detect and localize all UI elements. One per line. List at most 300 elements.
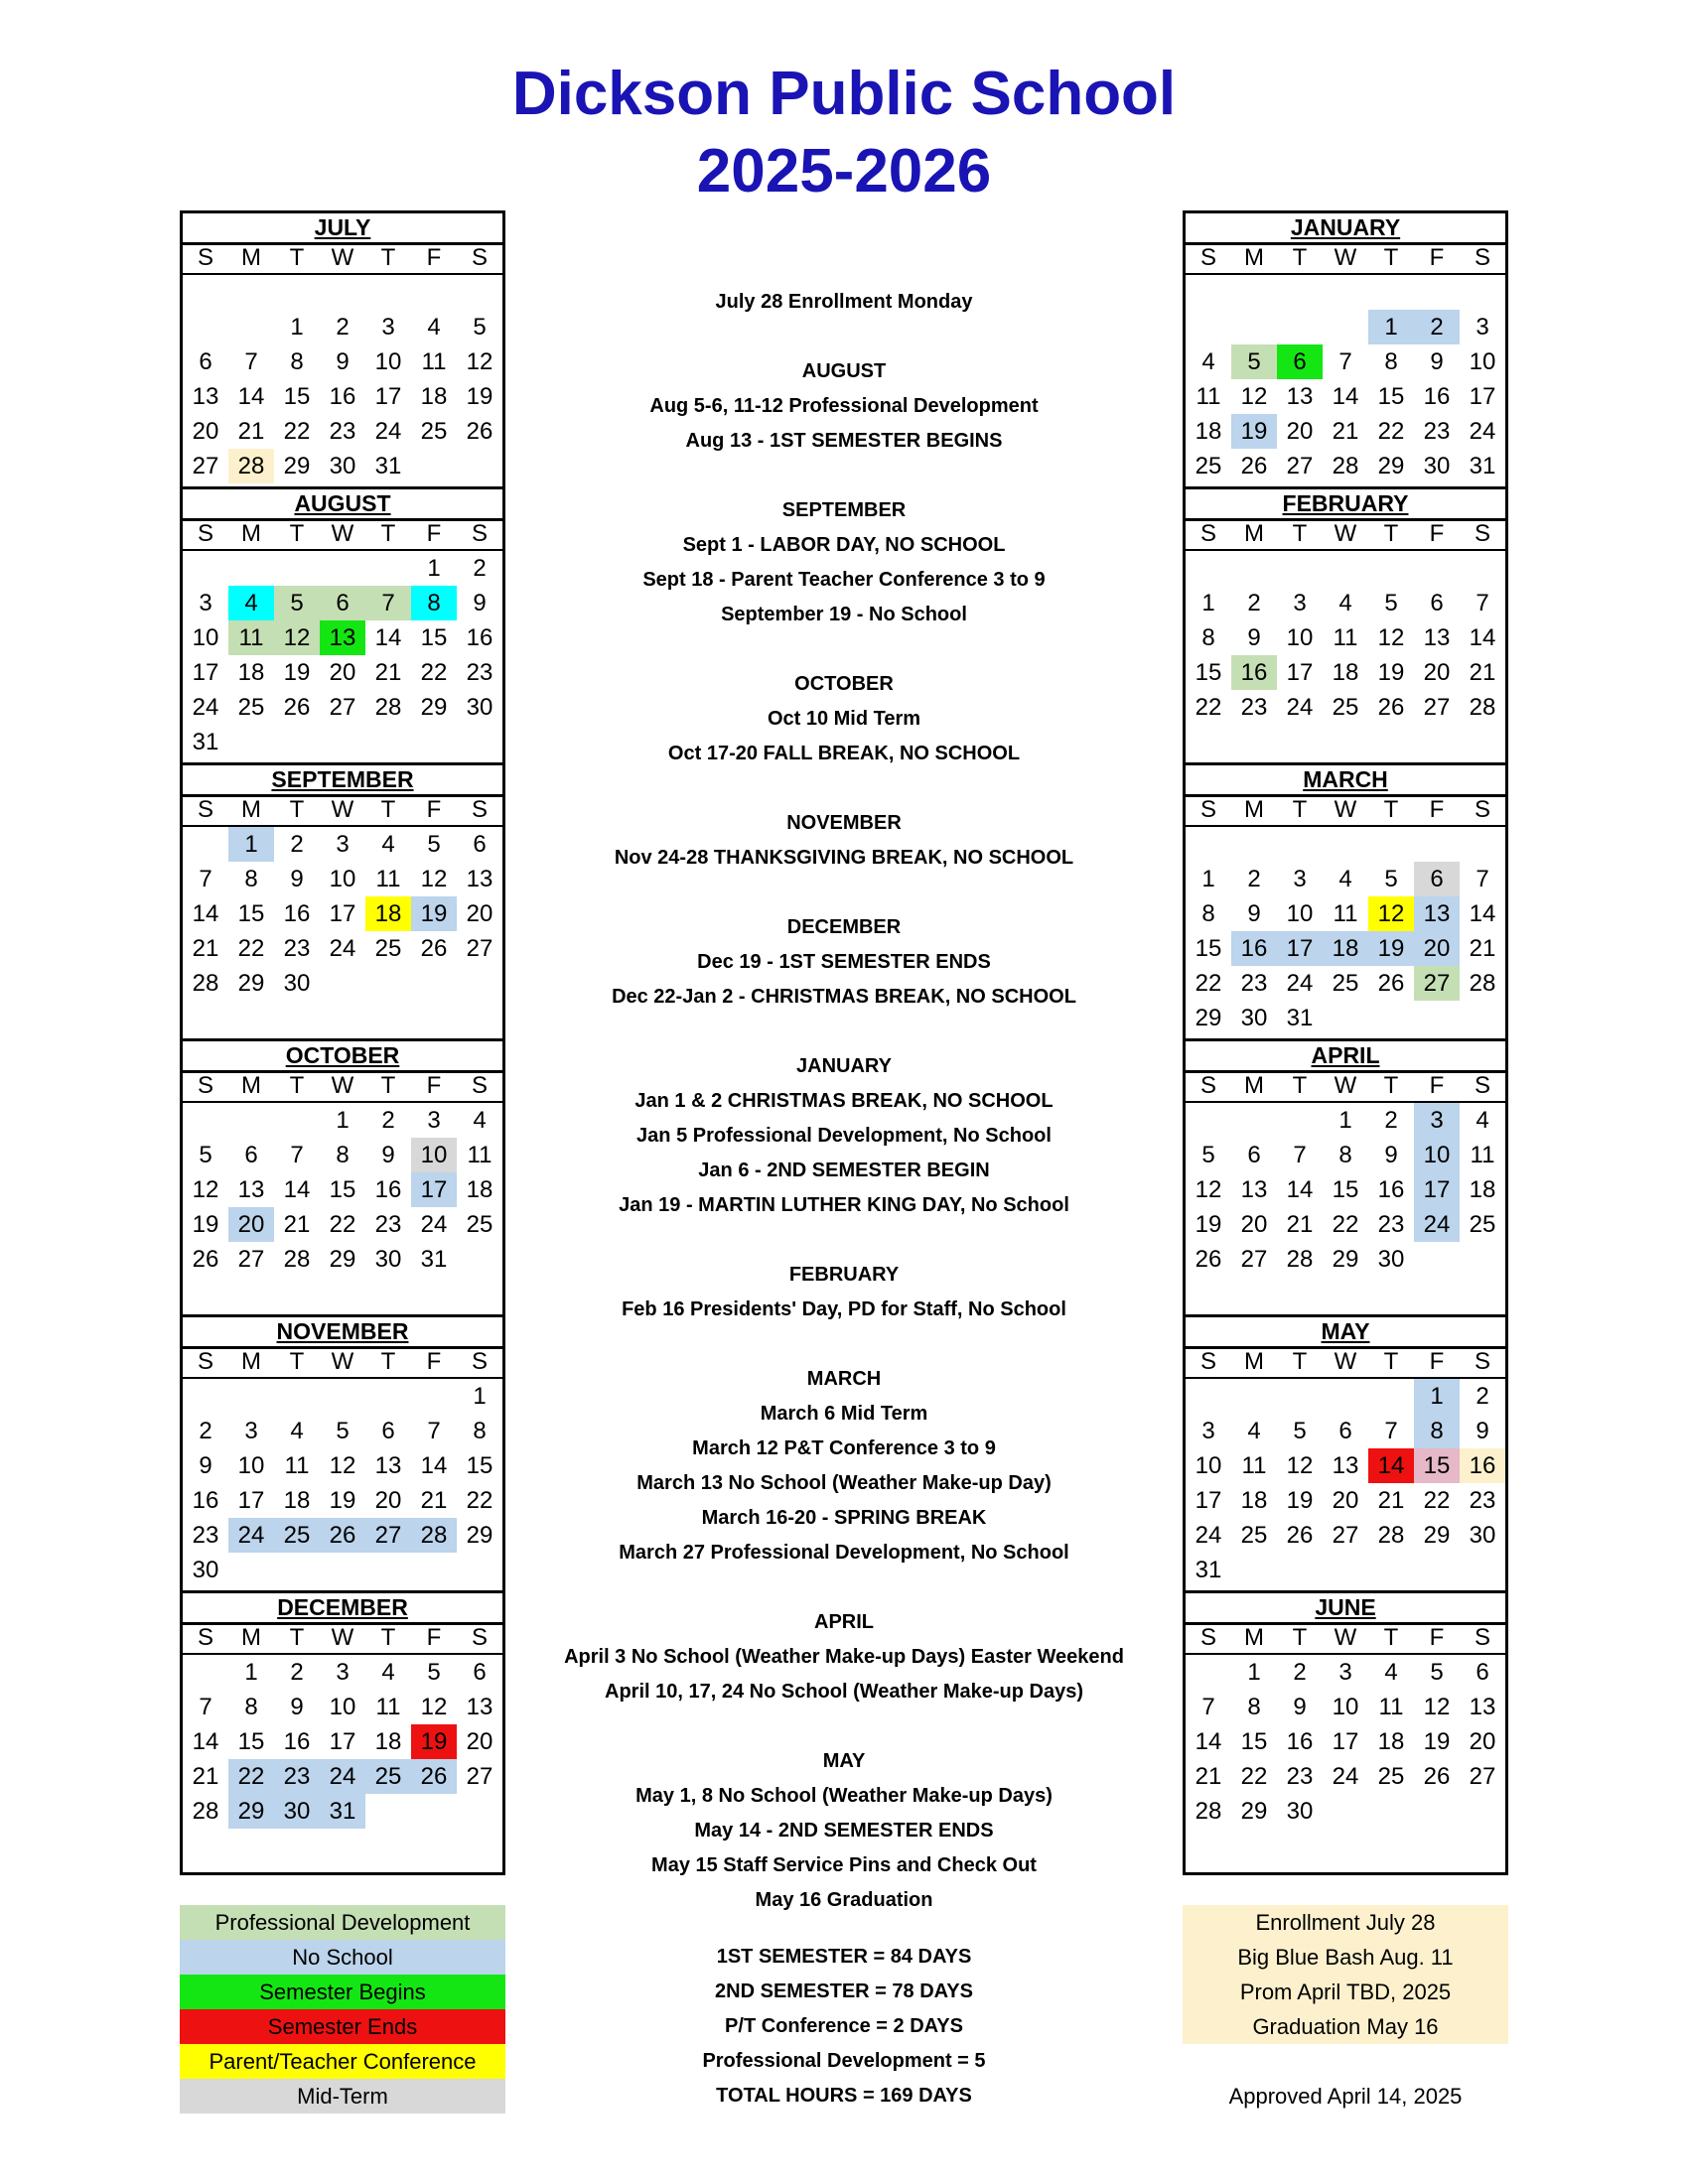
- day-cell: 1: [1247, 1659, 1261, 1686]
- day-cell: 30: [1469, 1522, 1496, 1549]
- day-cell: 19: [1423, 1728, 1451, 1755]
- event-line: [516, 1709, 1172, 1744]
- day-cell: 8: [1338, 1142, 1352, 1168]
- day-cell: 26: [1286, 1522, 1314, 1549]
- day-cell: 14: [374, 624, 402, 651]
- day-cell: 16: [1377, 1176, 1405, 1203]
- month-name: MAY: [1186, 1317, 1505, 1349]
- day-cell: 12: [1377, 624, 1405, 651]
- day-cell: 10: [411, 1138, 457, 1172]
- month-name: JULY: [183, 213, 502, 245]
- day-cell: 1: [1414, 1379, 1460, 1414]
- weekday-header: F: [411, 1625, 457, 1655]
- day-cell: 22: [1423, 1487, 1451, 1514]
- weekday-header: T: [274, 1625, 320, 1655]
- month-block: [183, 213, 502, 489]
- day-cell: 2: [290, 1659, 304, 1686]
- day-cell: 9: [1247, 624, 1261, 651]
- day-cell: 30: [1423, 453, 1451, 479]
- empty-cell: [365, 275, 411, 310]
- weekday-header: S: [457, 797, 502, 827]
- day-cell: 28: [228, 449, 274, 483]
- weekday-header: M: [1231, 1625, 1277, 1655]
- weekday-header: S: [1460, 1073, 1505, 1103]
- day-cell: 1: [1338, 1107, 1352, 1134]
- day-cell: 11: [375, 1694, 401, 1720]
- day-cell: 26: [283, 694, 311, 721]
- day-cell: 15: [1240, 1728, 1268, 1755]
- day-cell: 5: [1384, 866, 1398, 892]
- day-cell: 12: [420, 866, 448, 892]
- day-cell: 30: [274, 1794, 320, 1829]
- day-cell: 19: [283, 659, 311, 686]
- month-block: [1186, 1593, 1505, 1869]
- weekday-header: W: [320, 1349, 365, 1379]
- day-cell: 19: [329, 1487, 356, 1514]
- empty-cell: [1323, 551, 1368, 586]
- day-cell: 28: [192, 1798, 219, 1825]
- day-cell: 8: [336, 1142, 350, 1168]
- day-cell: 10: [1286, 624, 1314, 651]
- day-cell: 3: [199, 590, 212, 616]
- note-line: Prom April TBD, 2025: [1239, 1979, 1452, 2004]
- weekday-header: M: [228, 521, 274, 551]
- empty-cell: [1277, 1103, 1323, 1138]
- month-grid: [1186, 797, 1505, 1035]
- day-cell: 20: [466, 900, 493, 927]
- empty-cell: [1368, 1379, 1414, 1414]
- weekday-header: S: [1460, 245, 1505, 275]
- event-line: March 12 P&T Conference 3 to 9: [692, 1437, 996, 1459]
- event-line: FEBRUARY: [788, 1264, 900, 1286]
- event-line: Dec 19 - 1ST SEMESTER ENDS: [697, 951, 991, 973]
- empty-cell: [228, 1379, 274, 1414]
- month-grid: [183, 245, 502, 483]
- day-cell: 12: [420, 1694, 448, 1720]
- day-cell: 26: [466, 418, 493, 445]
- weekday-header: M: [228, 797, 274, 827]
- day-cell: 14: [420, 1452, 448, 1479]
- month-grid: [183, 797, 502, 1001]
- day-cell: 23: [1240, 970, 1268, 997]
- day-cell: 6: [320, 586, 365, 620]
- weekday-header: T: [1277, 245, 1323, 275]
- day-cell: 20: [1286, 418, 1314, 445]
- day-cell: 17: [1332, 1728, 1359, 1755]
- day-cell: 12: [466, 348, 493, 375]
- empty-cell: [320, 551, 365, 586]
- weekday-header: T: [274, 521, 320, 551]
- day-cell: 29: [1423, 1522, 1451, 1549]
- day-cell: 1: [228, 827, 274, 862]
- day-cell: 9: [473, 590, 487, 616]
- month-name: NOVEMBER: [183, 1317, 502, 1349]
- event-line: DECEMBER: [786, 916, 902, 938]
- day-cell: 2: [336, 314, 350, 341]
- empty-cell: [320, 1379, 365, 1414]
- day-cell: 11: [1470, 1142, 1495, 1168]
- empty-cell: [1277, 310, 1323, 344]
- month-block: [183, 765, 502, 1041]
- day-cell: 6: [1430, 590, 1444, 616]
- day-cell: 9: [290, 866, 304, 892]
- day-cell: 13: [374, 1452, 402, 1479]
- legend-item: No School: [180, 1940, 505, 1975]
- event-line: April 10, 17, 24 No School (Weather Make-up Days): [605, 1681, 1083, 1703]
- day-cell: 21: [1377, 1487, 1405, 1514]
- empty-cell: [274, 1379, 320, 1414]
- day-cell: 22: [466, 1487, 493, 1514]
- day-cell: 13: [1286, 383, 1314, 410]
- day-cell: 25: [374, 935, 402, 962]
- event-line: Aug 5-6, 11-12 Professional Development: [649, 395, 1039, 417]
- day-cell: 12: [1423, 1694, 1451, 1720]
- empty-cell: [1460, 551, 1505, 586]
- weekday-header: T: [274, 245, 320, 275]
- day-cell: 29: [1332, 1246, 1359, 1273]
- empty-cell: [1277, 827, 1323, 862]
- empty-cell: [1323, 310, 1368, 344]
- day-cell: 7: [199, 1694, 212, 1720]
- event-line: April 3 No School (Weather Make-up Days) Easter Weekend: [564, 1646, 1124, 1668]
- event-line: March 13 No School (Weather Make-up Day): [636, 1472, 1052, 1494]
- day-cell: 6: [1277, 344, 1323, 379]
- month-name: DECEMBER: [183, 1593, 502, 1625]
- empty-cell: [228, 551, 274, 586]
- day-cell: 14: [1195, 1728, 1222, 1755]
- day-cell: 28: [1377, 1522, 1405, 1549]
- day-cell: 7: [290, 1142, 304, 1168]
- weekday-header: F: [411, 797, 457, 827]
- month-grid: [183, 521, 502, 759]
- day-cell: 24: [420, 1211, 448, 1238]
- weekday-header: S: [1186, 521, 1231, 551]
- day-cell: 9: [1430, 348, 1444, 375]
- day-cell: 18: [420, 383, 448, 410]
- day-cell: 5: [1293, 1418, 1307, 1444]
- day-cell: 31: [1195, 1557, 1222, 1583]
- weekday-header: M: [1231, 1349, 1277, 1379]
- school-title: Dickson Public School: [511, 60, 1177, 128]
- event-line: May 14 - 2ND SEMESTER ENDS: [694, 1820, 994, 1842]
- day-cell: 24: [1195, 1522, 1222, 1549]
- day-cell: 13: [1469, 1694, 1496, 1720]
- day-cell: 2: [1414, 310, 1460, 344]
- day-cell: 7: [1384, 1418, 1398, 1444]
- day-cell: 14: [1286, 1176, 1314, 1203]
- day-cell: 25: [1332, 694, 1359, 721]
- day-cell: 6: [244, 1142, 258, 1168]
- weekday-header: T: [274, 1073, 320, 1103]
- day-cell: 13: [466, 866, 493, 892]
- weekday-header: S: [1186, 1349, 1231, 1379]
- weekday-header: T: [1368, 1625, 1414, 1655]
- day-cell: 29: [1240, 1798, 1268, 1825]
- weekday-header: S: [1186, 1625, 1231, 1655]
- day-cell: 23: [374, 1211, 402, 1238]
- day-cell: 19: [411, 896, 457, 931]
- day-cell: 25: [1377, 1763, 1405, 1790]
- day-cell: 18: [1323, 931, 1368, 966]
- day-cell: 3: [381, 314, 395, 341]
- day-cell: 5: [427, 1659, 441, 1686]
- weekday-header: S: [183, 521, 228, 551]
- day-cell: 22: [1240, 1763, 1268, 1790]
- event-line: Oct 17-20 FALL BREAK, NO SCHOOL: [667, 743, 1021, 764]
- empty-cell: [274, 551, 320, 586]
- day-cell: 10: [1414, 1138, 1460, 1172]
- day-cell: 23: [274, 1759, 320, 1794]
- weekday-header: S: [183, 1073, 228, 1103]
- weekday-header: W: [320, 245, 365, 275]
- day-cell: 2: [1247, 590, 1261, 616]
- day-cell: 7: [199, 866, 212, 892]
- empty-cell: [1186, 275, 1231, 310]
- empty-cell: [1323, 1379, 1368, 1414]
- day-cell: 21: [1332, 418, 1359, 445]
- empty-cell: [183, 1103, 228, 1138]
- day-cell: 9: [290, 1694, 304, 1720]
- day-cell: 13: [320, 620, 365, 655]
- day-cell: 29: [228, 1794, 274, 1829]
- day-cell: 30: [466, 694, 493, 721]
- empty-cell: [1368, 275, 1414, 310]
- month-name: SEPTEMBER: [183, 765, 502, 797]
- empty-cell: [365, 1379, 411, 1414]
- day-cell: 7: [1201, 1694, 1215, 1720]
- event-line: July 28 Enrollment Monday: [715, 291, 973, 313]
- day-cell: 26: [1377, 694, 1405, 721]
- day-cell: 14: [1469, 900, 1496, 927]
- weekday-header: S: [457, 1073, 502, 1103]
- day-cell: 13: [1414, 896, 1460, 931]
- day-cell: 23: [466, 659, 493, 686]
- day-cell: 3: [1338, 1659, 1352, 1686]
- legend-item: Professional Development: [180, 1905, 505, 1940]
- empty-cell: [183, 551, 228, 586]
- day-cell: 5: [199, 1142, 212, 1168]
- day-cell: 10: [192, 624, 219, 651]
- day-cell: 3: [1476, 314, 1489, 341]
- day-cell: 28: [411, 1518, 457, 1553]
- school-year: 2025-2026: [696, 137, 992, 205]
- day-cell: 19: [1286, 1487, 1314, 1514]
- empty-cell: [183, 310, 228, 344]
- day-cell: 26: [1240, 453, 1268, 479]
- day-cell: 3: [1293, 866, 1307, 892]
- day-cell: 5: [1201, 1142, 1215, 1168]
- event-line: [516, 320, 1172, 354]
- day-cell: 17: [374, 383, 402, 410]
- color-legend: [180, 1905, 505, 2114]
- day-cell: 14: [1332, 383, 1359, 410]
- day-cell: 6: [1476, 1659, 1489, 1686]
- weekday-header: W: [1323, 521, 1368, 551]
- weekday-header: T: [365, 1625, 411, 1655]
- event-line: SEPTEMBER: [781, 499, 907, 521]
- day-cell: 7: [1293, 1142, 1307, 1168]
- weekday-header: T: [1277, 1073, 1323, 1103]
- weekday-header: T: [1368, 521, 1414, 551]
- day-cell: 18: [1240, 1487, 1268, 1514]
- day-cell: 23: [283, 935, 311, 962]
- weekday-header: S: [457, 1625, 502, 1655]
- empty-cell: [1231, 827, 1277, 862]
- day-cell: 27: [1414, 966, 1460, 1001]
- weekday-header: M: [228, 1625, 274, 1655]
- day-cell: 20: [1423, 659, 1451, 686]
- day-cell: 21: [1469, 935, 1496, 962]
- day-cell: 16: [283, 1728, 311, 1755]
- day-cell: 15: [1377, 383, 1405, 410]
- month-block: [183, 1317, 502, 1593]
- day-cell: 3: [336, 831, 350, 858]
- weekday-header: T: [1277, 797, 1323, 827]
- weekday-header: F: [411, 1349, 457, 1379]
- day-cell: 28: [192, 970, 219, 997]
- day-cell: 11: [1241, 1452, 1267, 1479]
- day-cell: 30: [374, 1246, 402, 1273]
- day-cell: 11: [284, 1452, 310, 1479]
- approved-date: Approved April 14, 2025: [1228, 2084, 1463, 2109]
- day-cell: 6: [381, 1418, 395, 1444]
- day-cell: 25: [1469, 1211, 1496, 1238]
- month-grid: [183, 1349, 502, 1587]
- month-name: FEBRUARY: [1186, 489, 1505, 521]
- weekday-header: T: [274, 797, 320, 827]
- total-line: 1ST SEMESTER = 84 DAYS: [716, 1946, 972, 1968]
- day-cell: 15: [1414, 1448, 1460, 1483]
- day-cell: 12: [1286, 1452, 1314, 1479]
- day-cell: 11: [1333, 900, 1358, 927]
- day-cell: 29: [329, 1246, 356, 1273]
- weekday-header: W: [1323, 797, 1368, 827]
- day-cell: 7: [1338, 348, 1352, 375]
- empty-cell: [1231, 1103, 1277, 1138]
- day-cell: 3: [336, 1659, 350, 1686]
- weekday-header: S: [183, 245, 228, 275]
- day-cell: 18: [1332, 659, 1359, 686]
- weekday-header: S: [1460, 1349, 1505, 1379]
- day-cell: 26: [1195, 1246, 1222, 1273]
- day-cell: 10: [329, 866, 356, 892]
- legend-item: Parent/Teacher Conference: [180, 2044, 505, 2079]
- day-cell: 12: [1240, 383, 1268, 410]
- empty-cell: [183, 1655, 228, 1690]
- weekday-header: S: [457, 245, 502, 275]
- weekday-header: F: [411, 245, 457, 275]
- day-cell: 25: [466, 1211, 493, 1238]
- weekday-header: S: [183, 797, 228, 827]
- empty-cell: [1186, 551, 1231, 586]
- day-cell: 22: [1377, 418, 1405, 445]
- day-cell: 25: [1240, 1522, 1268, 1549]
- day-cell: 12: [1368, 896, 1414, 931]
- day-cell: 10: [329, 1694, 356, 1720]
- event-line: Aug 13 - 1ST SEMESTER BEGINS: [685, 430, 1003, 452]
- day-cell: 25: [365, 1759, 411, 1794]
- day-cell: 4: [1338, 590, 1352, 616]
- day-cell: 2: [1247, 866, 1261, 892]
- day-cell: 24: [1414, 1207, 1460, 1242]
- day-cell: 16: [1460, 1448, 1505, 1483]
- day-cell: 23: [1469, 1487, 1496, 1514]
- day-cell: 5: [1430, 1659, 1444, 1686]
- day-cell: 27: [1286, 453, 1314, 479]
- day-cell: 19: [411, 1724, 457, 1759]
- empty-cell: [228, 1103, 274, 1138]
- month-grid: [1186, 1349, 1505, 1587]
- day-cell: 11: [1378, 1694, 1404, 1720]
- day-cell: 11: [375, 866, 401, 892]
- day-cell: 22: [228, 1759, 274, 1794]
- day-cell: 20: [374, 1487, 402, 1514]
- event-line: JANUARY: [796, 1055, 892, 1077]
- day-cell: 9: [1476, 1418, 1489, 1444]
- weekday-header: S: [1186, 797, 1231, 827]
- day-cell: 31: [420, 1246, 448, 1273]
- weekday-header: T: [1368, 245, 1414, 275]
- month-block: [183, 1041, 502, 1317]
- right-calendar-column: [1183, 210, 1508, 1875]
- day-cell: 17: [329, 1728, 356, 1755]
- day-cell: 10: [1469, 348, 1496, 375]
- empty-cell: [1231, 1379, 1277, 1414]
- empty-cell: [228, 310, 274, 344]
- day-cell: 26: [320, 1518, 365, 1553]
- day-cell: 12: [1195, 1176, 1222, 1203]
- weekday-header: W: [1323, 1625, 1368, 1655]
- day-cell: 5: [427, 831, 441, 858]
- day-cell: 6: [1247, 1142, 1261, 1168]
- day-cell: 15: [283, 383, 311, 410]
- weekday-header: F: [1414, 1349, 1460, 1379]
- day-cell: 22: [420, 659, 448, 686]
- weekday-header: T: [1277, 521, 1323, 551]
- day-cell: 20: [329, 659, 356, 686]
- weekday-header: S: [1460, 1625, 1505, 1655]
- day-cell: 7: [427, 1418, 441, 1444]
- day-cell: 12: [329, 1452, 356, 1479]
- day-cell: 24: [329, 935, 356, 962]
- day-cell: 8: [244, 1694, 258, 1720]
- weekday-header: F: [1414, 1073, 1460, 1103]
- day-cell: 16: [329, 383, 356, 410]
- empty-cell: [183, 275, 228, 310]
- day-cell: 18: [466, 1176, 493, 1203]
- day-cell: 25: [274, 1518, 320, 1553]
- empty-cell: [183, 1379, 228, 1414]
- empty-cell: [1186, 827, 1231, 862]
- day-cell: 2: [1384, 1107, 1398, 1134]
- weekday-header: S: [457, 521, 502, 551]
- weekday-header: F: [411, 1073, 457, 1103]
- day-cell: 24: [320, 1759, 365, 1794]
- day-cell: 4: [427, 314, 441, 341]
- day-cell: 19: [1377, 659, 1405, 686]
- day-cell: 6: [199, 348, 212, 375]
- event-line: MAY: [822, 1750, 866, 1772]
- day-cell: 31: [320, 1794, 365, 1829]
- day-cell: 28: [1469, 970, 1496, 997]
- day-cell: 15: [1332, 1176, 1359, 1203]
- empty-cell: [1186, 310, 1231, 344]
- day-cell: 31: [1469, 453, 1496, 479]
- day-cell: 10: [1286, 900, 1314, 927]
- day-cell: 16: [1231, 931, 1277, 966]
- day-cell: 14: [192, 900, 219, 927]
- legend-item: Semester Begins: [180, 1975, 505, 2009]
